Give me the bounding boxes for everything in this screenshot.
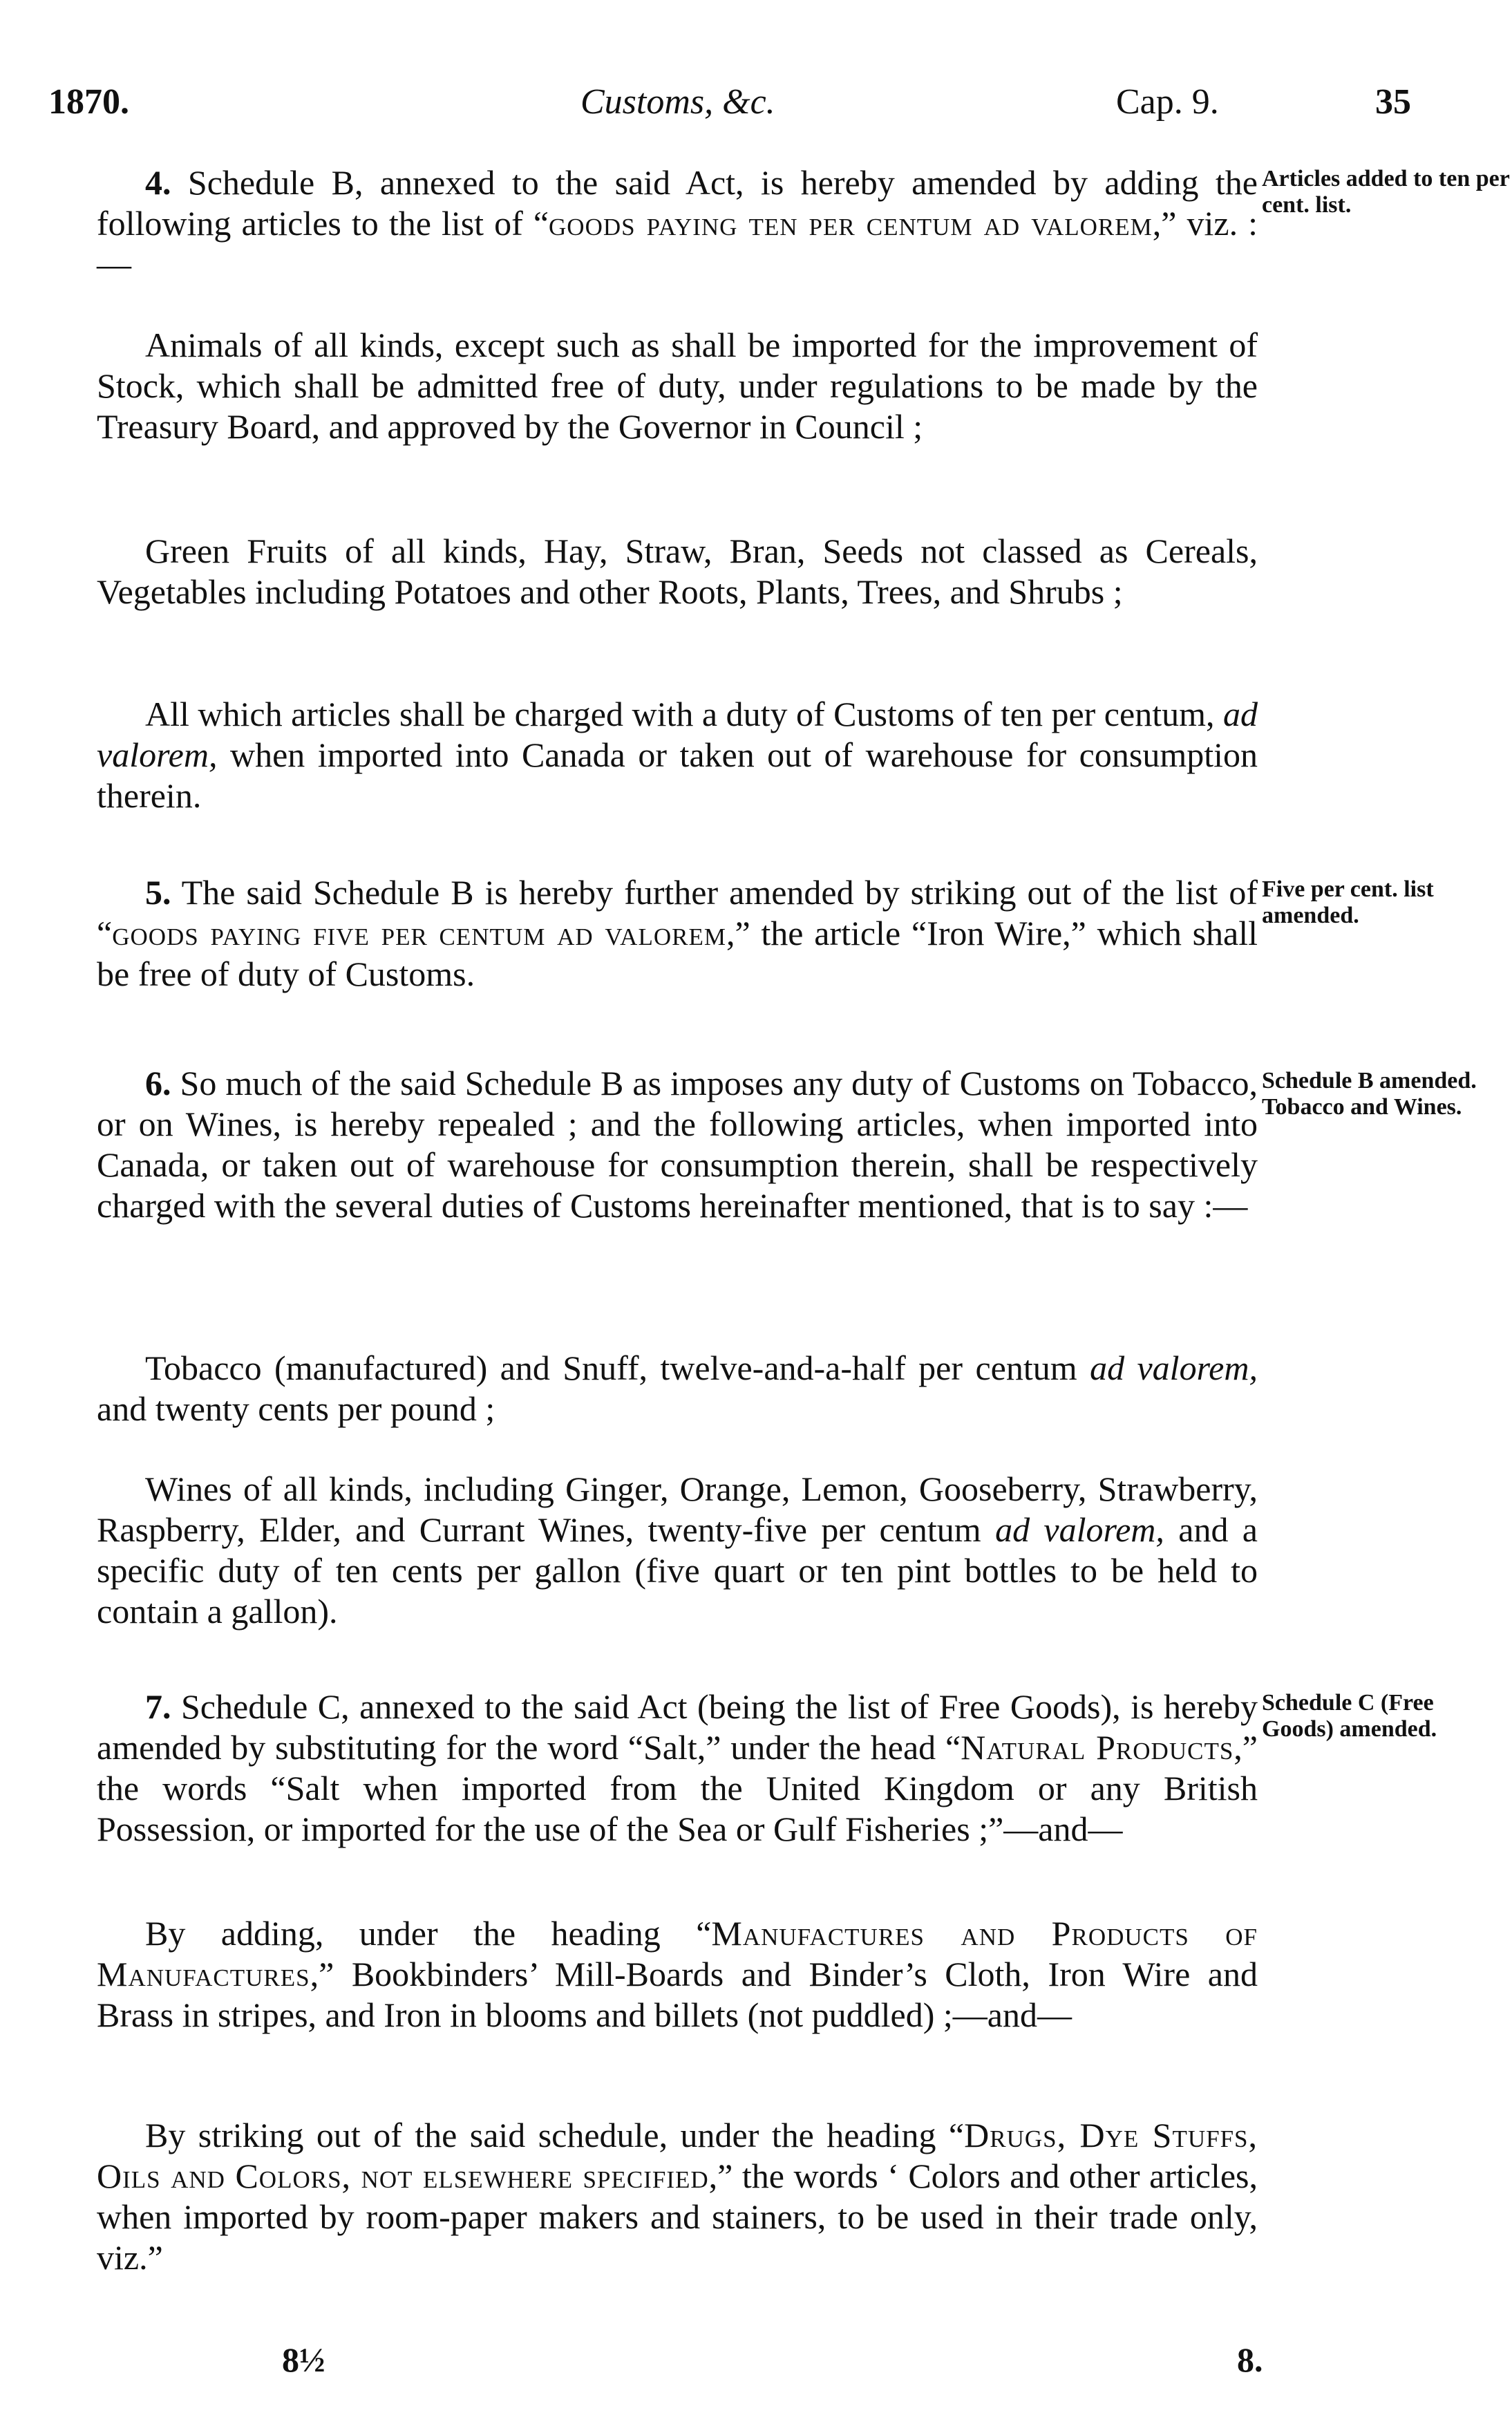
paragraph-green-fruits: Green Fruits of all kinds, Hay, Straw, Bran, Seeds not classed as Cereals, Vegetables including Potatoes and other Roots, Plants, Trees, and Shrubs ; [97,532,1258,611]
margin-note-6: Schedule B amended. Tobacco and Wines. [1262,1068,1477,1120]
list-heading: Drugs, Dye Stuffs, Oils and Colors, not elsewhere specified [97,2116,1258,2195]
text: All which articles shall be charged with a duty of Customs of ten per centum, [145,695,1223,733]
text: Wines of all kinds, including Ginger, Orange, Lemon, Gooseberry, Strawberry, Raspberry, Elder, and Currant Wines, twenty-five per centum [97,1469,1258,1549]
margin-note-7: Schedule C (Free Goods) amended. [1262,1690,1437,1742]
header-chapter: Cap. 9. [1116,82,1219,122]
margin-note-4: Articles added to ten per cent. list. [1262,166,1510,218]
paragraph-by-adding [97,1913,1258,2036]
margin-note-5: Five per cent. list amended. [1262,876,1434,928]
paragraph-tobacco [97,1348,1258,1429]
section-number: 7. [145,1687,171,1726]
text: By adding, under the heading “ [145,1914,712,1953]
section-6 [97,1063,1258,1226]
header-title: Customs, &c. [580,82,775,122]
text: ,” the words ‘ Colors and other articles, when imported by room-paper makers and stainers, to be used in their trade only, viz.” [97,2157,1258,2277]
footer-mark: 8. [1237,2340,1263,2379]
section-number: 5. [145,873,171,912]
paragraph-wines [97,1469,1258,1632]
page-footer [0,2340,1512,2388]
section-text: Schedule B, annexed to the said Act, is hereby amended by adding the following articles to the list of “ [97,163,1258,243]
italic-text: ad valorem, [97,695,1258,774]
section-4-intro [97,162,1258,285]
text: ,” Bookbinders’ Mill-Boards and Binder’s Cloth, Iron Wire and Brass in stripes, and Iron in blooms and billets (not puddled) ;—and— [97,1955,1258,2034]
section-text: Schedule C, annexed to the said Act (being the list of Free Goods), is hereby amended by substituting for the word “Salt,” under the head “ [97,1687,1258,1767]
list-heading: goods paying five per centum ad valorem [112,914,726,952]
section-7 [97,1687,1258,1850]
section-5 [97,872,1258,995]
text: when imported into Canada or taken out of warehouse for consumption therein. [97,735,1258,815]
paragraph-by-striking [97,2115,1258,2278]
section-text: So much of the said Schedule B as imposes any duty of Customs on Tobacco, or on Wines, is hereby repealed ; and the following articles, when imported into Canada, or taken out of warehouse for consumption therein, shall be respectively charged with the several duties of Customs hereinafter mentioned, that is to say :— [97,1064,1258,1225]
paragraph-duty-charged [97,694,1258,816]
text: Tobacco (manufactured) and Snuff, twelve-and-a-half per centum [145,1349,1090,1387]
signature-mark: 8½ [282,2340,325,2379]
section-number: 6. [145,1064,171,1102]
italic-text: ad valorem, [995,1510,1164,1549]
page-header [48,82,1437,130]
header-year: 1870. [48,82,129,122]
list-heading: Natural Products [961,1728,1234,1767]
text: and a specific duty of ten cents per gallon (five quart or ten pint bottles to be held to contain a gallon). [97,1510,1258,1631]
section-text: The said Schedule B is hereby further amended by striking out of the list of “ [97,873,1258,952]
paragraph-animals: Animals of all kinds, except such as shall be imported for the improvement of Stock, which shall be admitted free of duty, under regulations to be made by the Treasury Board, and approved by the Governor in Council ; [97,326,1258,446]
section-text: ,” the words “Salt when imported from the United Kingdom or any British Possession, or imported for the use of the Sea or Gulf Fisheries ;”—and— [97,1728,1258,1848]
list-heading: goods paying ten per centum ad valorem [549,204,1153,243]
section-text: ,” viz. :— [97,204,1258,283]
text: By striking out of the said schedule, under the heading “ [145,2116,965,2154]
italic-text: ad valorem, [1090,1349,1258,1387]
text: and twenty cents per pound ; [97,1389,495,1428]
page-number: 35 [1375,82,1411,122]
list-heading: Manufactures and Products of Manufactures [97,1914,1258,1993]
section-text: ,” the article “Iron Wire,” which shall be free of duty of Customs. [97,914,1258,993]
section-number: 4. [145,163,171,202]
